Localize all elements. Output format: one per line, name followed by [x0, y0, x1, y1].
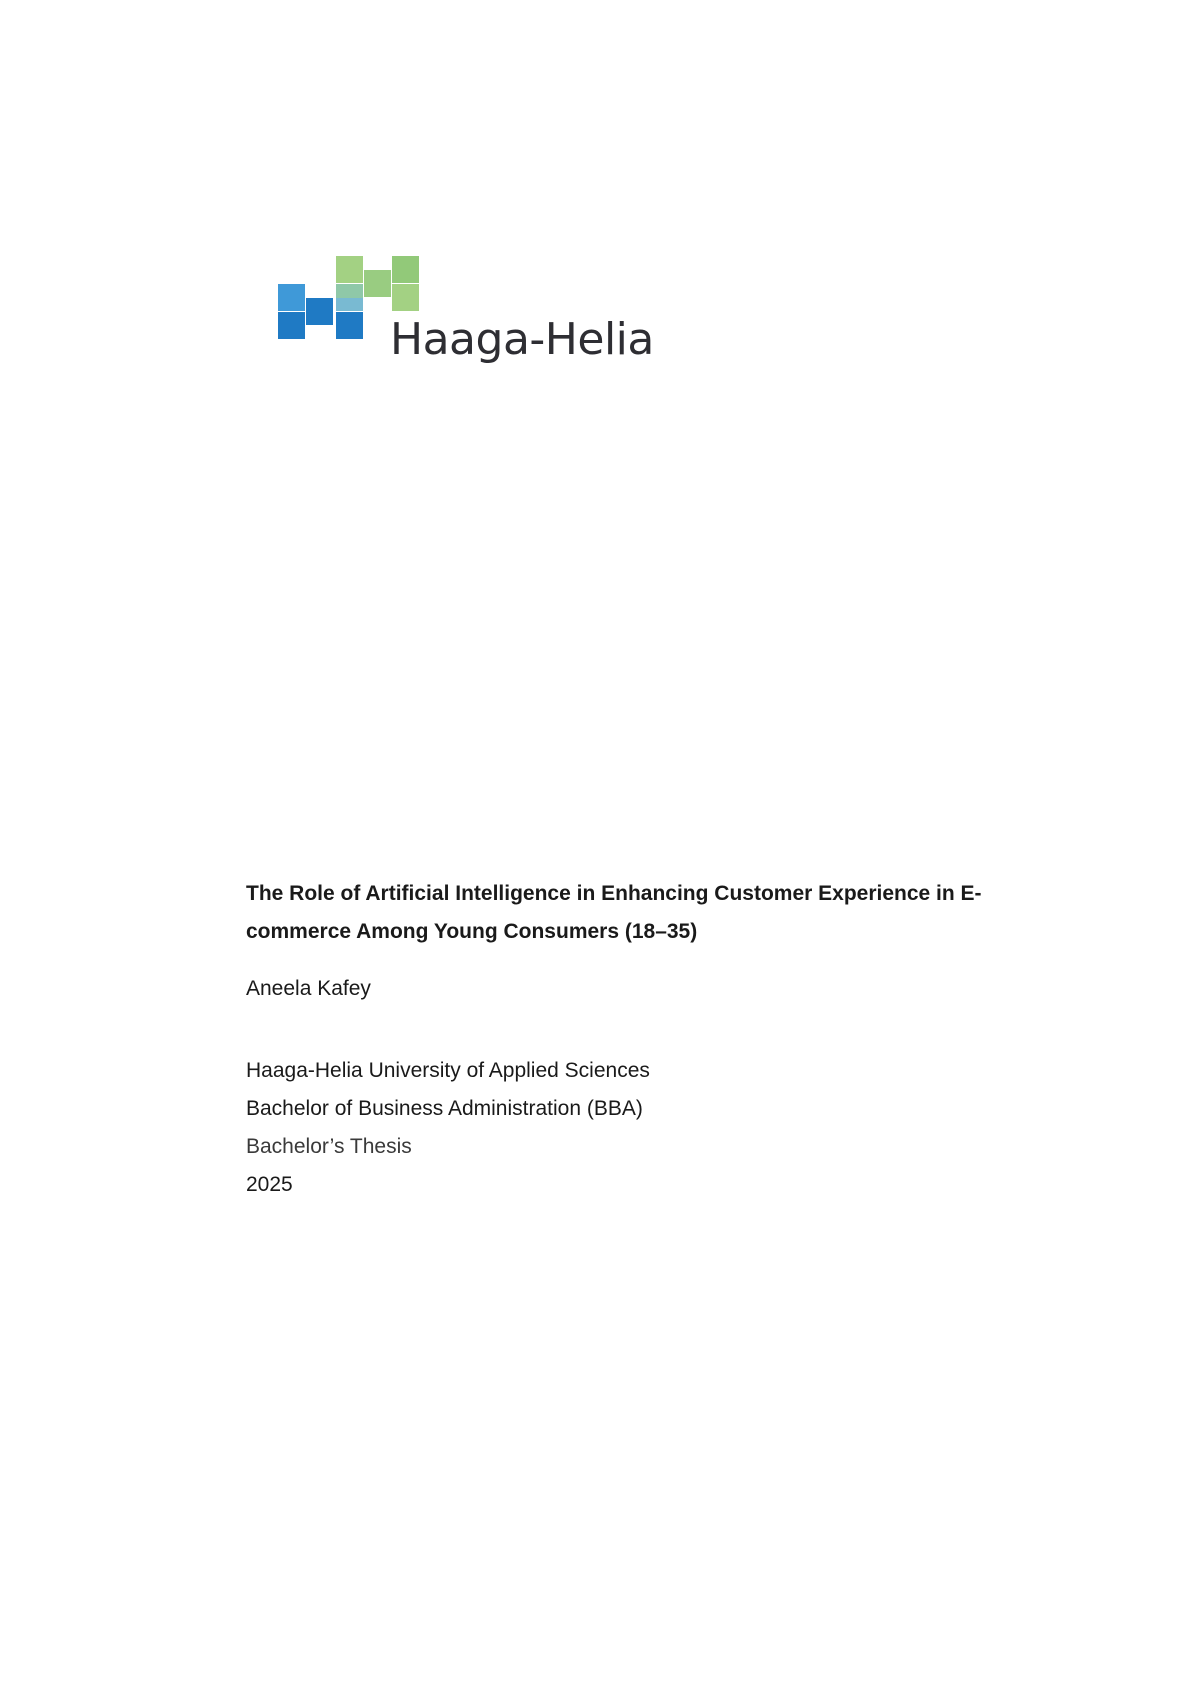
haaga-helia-logo: [278, 256, 678, 386]
thesis-info: [246, 1052, 650, 1204]
logo-square: [306, 298, 333, 325]
logo-square: [336, 312, 363, 339]
logo-square: [392, 284, 419, 311]
logo-square: [278, 312, 305, 339]
logo-square: [278, 284, 305, 311]
degree: Bachelor of Business Administration (BBA): [246, 1097, 643, 1120]
logo-wordmark: Haaga-Helia: [390, 314, 654, 365]
thesis-title: The Role of Artificial Intelligence in Enhancing Customer Experience in E-commerce Among Young Consumers (18–35): [246, 882, 982, 943]
logo-square: [336, 256, 363, 283]
institution: Haaga-Helia University of Applied Sciences: [246, 1059, 650, 1082]
logo-square: [336, 298, 363, 311]
year: 2025: [246, 1173, 293, 1196]
thesis-type: Bachelor’s Thesis: [246, 1135, 412, 1158]
author-name: Aneela Kafey: [246, 977, 371, 1000]
logo-square: [392, 256, 419, 283]
logo-square: [364, 270, 391, 297]
title-block: [246, 875, 1046, 951]
